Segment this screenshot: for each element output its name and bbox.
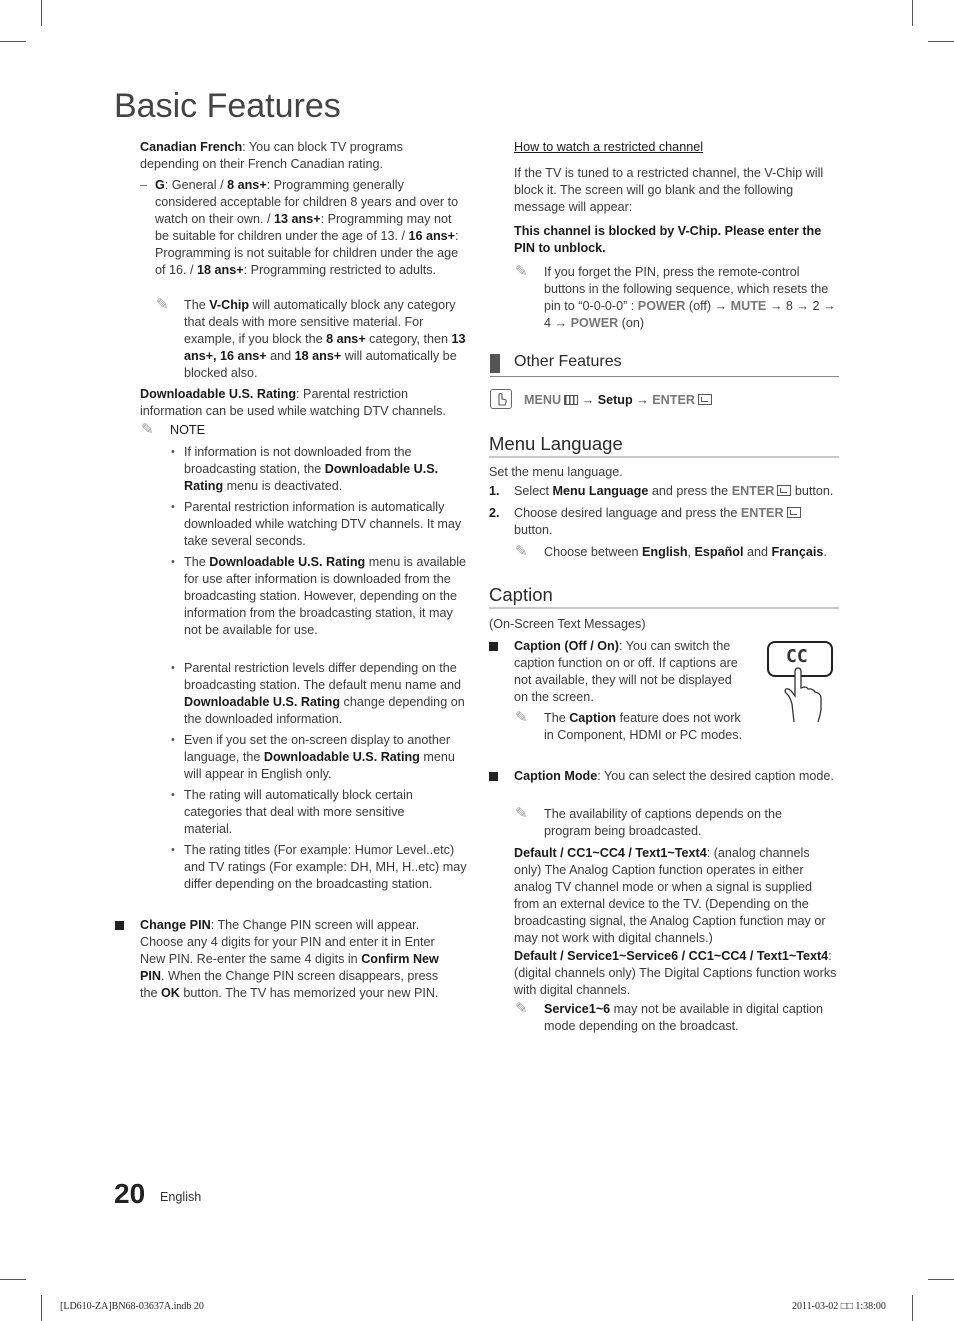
note-item: If information is not downloaded from the broadcasting station, the Downloadable U.S. Rating menu is deactivated.: [184, 445, 439, 493]
caption-mode-paragraph: Caption Mode: You can select the desired caption mode.: [514, 769, 834, 783]
memo-pencil-icon: ✎: [515, 1000, 528, 1017]
note-item: Parental restriction information is automatically downloaded while watching DTV channels. It may take several seconds.: [184, 500, 462, 548]
note-item: Even if you set the on-screen display to another language, the Downloadable U.S. Rating menu will appear in English only.: [184, 733, 455, 781]
cc-label: CC: [786, 646, 808, 667]
change-pin-paragraph: Change PIN: The Change PIN screen will appear. Choose any 4 digits for your PIN and enter it in Enter New PIN. Re-enter the same 4 digits in Confirm New PIN. When the Change PIN screen disappears, press the OK button. The TV has memorized your new PIN.: [140, 918, 439, 1000]
menu-icon: [564, 395, 578, 405]
note-item: Parental restriction levels differ depending on the broadcasting station. The default menu name and Downloadable U.S. Rating change depending on the downloaded information.: [184, 661, 465, 726]
square-bullet-icon: [489, 772, 498, 781]
analog-caption-paragraph: Default / CC1~CC4 / Text1~Text4: (analog channels only) The Analog Caption function operates in either analog TV channel mode or when a signal is supplied from an external device to the TV. (Depending on the broadcasting signal, the Analog Caption function may or may not work with digital channels.): [514, 846, 826, 945]
cc-button-illustration: [766, 638, 834, 728]
crop-mark: [912, 1295, 913, 1321]
caption-feature-memo: The Caption feature does not work in Component, HDMI or PC modes.: [544, 711, 743, 742]
menu-language-memo: Choose between English, Español and Français.: [544, 545, 827, 559]
canadian-french-paragraph: Canadian French: You can block TV programs depending on their French Canadian rating.: [140, 140, 403, 171]
menu-language-intro: Set the menu language.: [489, 465, 623, 479]
page-number: 20: [114, 1178, 146, 1209]
memo-pencil-icon: ✎: [141, 421, 154, 438]
caption-availability-memo: The availability of captions depends on the program being broadcasted.: [544, 807, 783, 838]
note-item: The rating will automatically block certain categories that deal with more sensitive material.: [184, 788, 413, 836]
enter-icon: [777, 485, 791, 496]
vchip-memo: The V-Chip will automatically block any category that deals with more sensitive material. For example, if you block the 8 ans+ category, then 13 ans+, 16 ans+ and 18 ans+ will automatically be blocked also.: [184, 298, 466, 380]
caption-on-off-paragraph: Caption (Off / On): You can switch the caption function on or off. If captions are not available, they will not be displayed on the screen.: [514, 639, 738, 704]
bullet-icon: •: [171, 501, 175, 513]
divider: [490, 376, 839, 377]
bullet-icon: •: [171, 446, 175, 458]
memo-pencil-icon: ✎: [515, 709, 528, 726]
crop-mark: [912, 0, 913, 26]
memo-pencil-icon: ✎: [156, 296, 169, 313]
digital-caption-paragraph: Default / Service1~Service6 / CC1~CC4 / Text1~Text4: (digital channels only) The Digital Captions function works with digital channels.: [514, 949, 837, 997]
bullet-icon: •: [171, 789, 175, 801]
divider: [489, 607, 839, 609]
print-footer-left: [LD610-ZA]BN68-03637A.indb 20: [60, 1301, 204, 1312]
downloadable-us-rating-paragraph: Downloadable U.S. Rating: Parental restriction information can be used while watching DTV channels.: [140, 387, 446, 418]
how-to-watch-text: If the TV is tuned to a restricted channel, the V-Chip will block it. The screen will go blank and the following message will appear:: [514, 166, 824, 214]
square-bullet-icon: [115, 921, 124, 930]
other-features-menu-path: MENU → Setup → ENTER: [524, 392, 712, 409]
menu-language-step-2: Choose desired language and press the ENTER button.: [514, 505, 824, 539]
step-number: 1.: [489, 484, 500, 498]
other-features-heading: Other Features: [514, 353, 622, 370]
memo-pencil-icon: ✎: [515, 263, 528, 280]
enter-icon: [698, 394, 712, 405]
crop-mark: [928, 1279, 954, 1280]
crop-mark: [0, 1279, 26, 1280]
page-title: Basic Features: [114, 87, 341, 125]
dash-marker: –: [140, 178, 148, 192]
g-rating-paragraph: G: General / 8 ans+: Programming generally considered acceptable for children 8 years and over to watch on their own. / 13 ans+: Programming may not be suitable for children under the age of 13. / 16 ans+: Programming is not suitable for children under the age of 16. / 18 ans+: Programming restricted to adults.: [155, 178, 459, 277]
how-to-watch-heading: How to watch a restricted channel: [514, 140, 703, 154]
note-item: The rating titles (For example: Humor Level..etc) and TV ratings (For example: DH, MH, H..etc) may differ depending on the broadcasting station.: [184, 843, 467, 891]
crop-mark: [0, 41, 26, 42]
memo-pencil-icon: ✎: [515, 543, 528, 560]
enter-icon: [787, 507, 801, 518]
crop-mark: [928, 41, 954, 42]
menu-language-step-1: Select Menu Language and press the ENTER button.: [514, 484, 834, 498]
note-item: The Downloadable U.S. Rating menu is available for use after information is downloaded from the broadcasting station. However, depending on the information from the broadcasting station, it may not be available for use.: [184, 555, 467, 637]
print-footer-right: 2011-03-02 □□ 1:38:00: [792, 1301, 886, 1312]
note-label: NOTE: [170, 423, 205, 437]
divider: [489, 456, 839, 458]
pin-reset-memo: If you forget the PIN, press the remote-control buttons in the following sequence, which resets the pin to “0-0-0-0” : POWER (off) → MUTE → 8 → 2 → 4 → POWER (on): [544, 265, 836, 330]
caption-intro: (On-Screen Text Messages): [489, 617, 646, 631]
section-marker: [490, 354, 500, 373]
bullet-icon: •: [171, 662, 175, 674]
crop-mark: [41, 0, 42, 26]
blocked-message: This channel is blocked by V-Chip. Please enter the PIN to unblock.: [514, 224, 822, 255]
bullet-icon: •: [171, 844, 175, 856]
caption-heading: Caption: [489, 584, 553, 605]
menu-language-heading: Menu Language: [489, 433, 623, 454]
remote-hand-icon: [490, 389, 512, 409]
bullet-icon: •: [171, 734, 175, 746]
memo-pencil-icon: ✎: [515, 805, 528, 822]
bullet-icon: •: [171, 556, 175, 568]
service-memo: Service1~6 may not be available in digital caption mode depending on the broadcast.: [544, 1002, 824, 1033]
page-language: English: [160, 1190, 202, 1204]
square-bullet-icon: [489, 642, 498, 651]
step-number: 2.: [489, 506, 500, 520]
crop-mark: [41, 1295, 42, 1321]
